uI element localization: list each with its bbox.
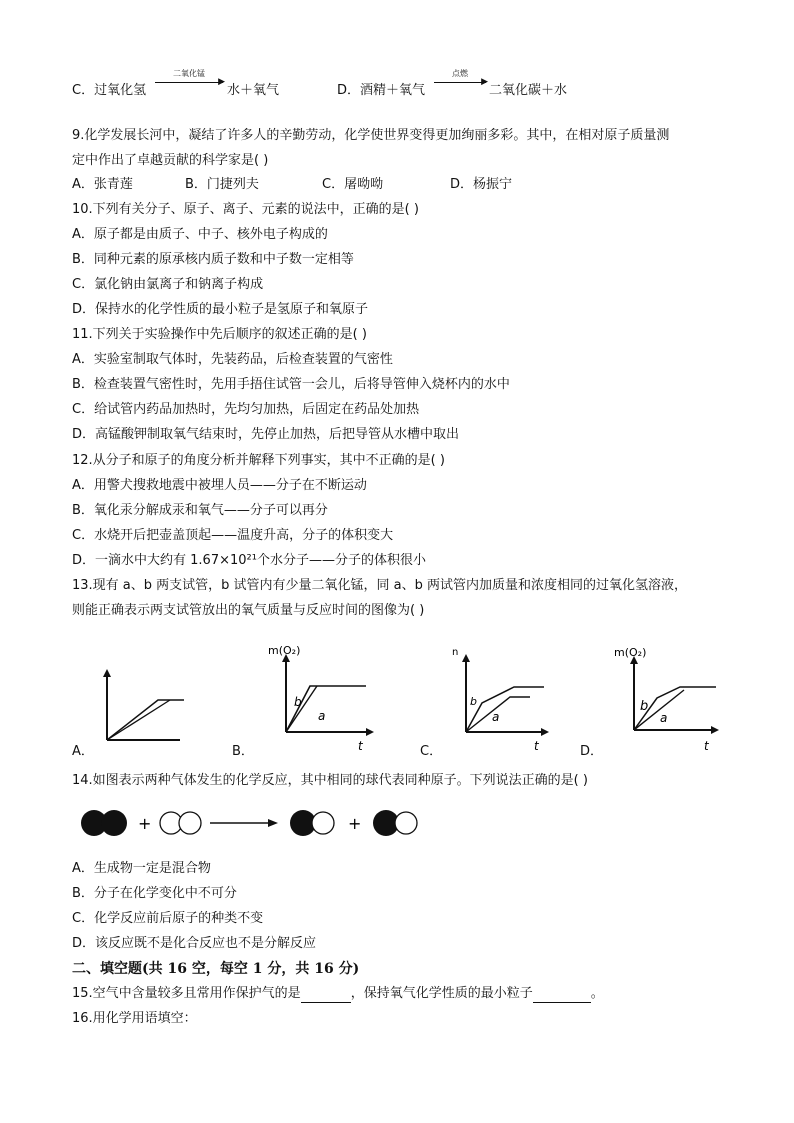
q8-option-c bbox=[72, 82, 146, 100]
q8-option-d bbox=[337, 82, 425, 100]
q8-d-arrow bbox=[434, 70, 486, 90]
q12-option-a: A．用警犬搜救地震中被埋人员——分子在不断运动 bbox=[72, 478, 367, 493]
arrow-head-icon: ▶ bbox=[218, 77, 225, 87]
white-atom-icon bbox=[395, 812, 417, 834]
q13-graph-c bbox=[444, 645, 554, 755]
q13-d-t-label: t bbox=[704, 739, 709, 753]
q13-d-curve-a-label: a bbox=[660, 711, 668, 725]
q13-graph-b bbox=[262, 640, 382, 755]
q14-reaction-diagram bbox=[78, 805, 438, 845]
curve-b bbox=[286, 686, 366, 732]
q15-part3: 。 bbox=[590, 986, 604, 1001]
q15-part2: ，保持氧气化学性质的最小粒子 bbox=[350, 986, 533, 1001]
q10-stem: 10.下列有关分子、原子、离子、元素的说法中，正确的是( ) bbox=[72, 202, 419, 217]
q14-option-b: B．分子在化学变化中不可分 bbox=[72, 886, 237, 901]
q12-option-c: C．水烧开后把壶盖顶起——温度升高，分子的体积变大 bbox=[72, 528, 394, 543]
q15-blank-1[interactable] bbox=[301, 988, 351, 1003]
q8-c-prefix: C．过氧化氢 bbox=[72, 83, 147, 98]
q13-b-curve-a-label: a bbox=[318, 709, 326, 723]
x-axis-arrow-icon bbox=[711, 726, 719, 734]
q12-option-b: B．氧化汞分解成汞和氧气——分子可以再分 bbox=[72, 503, 328, 518]
q14-option-a: A．生成物一定是混合物 bbox=[72, 861, 211, 876]
q8-d-condition: 点燃 bbox=[452, 69, 468, 78]
q9-option-d: D．杨振宁 bbox=[450, 177, 513, 192]
q11-stem: 11.下列关于实验操作中先后顺序的叙述正确的是( ) bbox=[72, 327, 367, 342]
q8-c-condition: 二氧化锰 bbox=[173, 69, 205, 78]
x-axis-arrow-icon bbox=[541, 728, 549, 736]
y-axis-arrow-icon bbox=[462, 654, 470, 662]
q13-label-a: A． bbox=[72, 744, 94, 759]
curve-upper bbox=[107, 700, 184, 740]
q14-stem: 14.如图表示两种气体发生的化学反应，其中相同的球代表同种原子。下列说法正确的是( ) bbox=[72, 773, 588, 788]
q15 bbox=[72, 985, 604, 1003]
q13-label-d: D． bbox=[580, 744, 604, 759]
q11-option-c: C．给试管内药品加热时，先均匀加热，后固定在药品处加热 bbox=[72, 402, 420, 417]
curve-a bbox=[286, 686, 317, 732]
black-atom-icon bbox=[101, 810, 127, 836]
q11-option-b: B．检查装置气密性时，先用手捂住试管一会儿，后将导管伸入烧杯内的水中 bbox=[72, 377, 510, 392]
q8-c-products-line bbox=[227, 82, 279, 100]
q13-stem-line1: 13.现有 a、b 两支试管，b 试管内有少量二氧化锰，同 a、b 两试管内加质量和浓度相同的过氧化氢溶液， bbox=[72, 578, 688, 593]
q9-stem-line1: 9.化学发展长河中，凝结了许多人的辛勤劳动，化学使世界变得更加绚丽多彩。其中，在相对原子质量测 bbox=[72, 128, 670, 143]
q13-graph-d bbox=[612, 640, 724, 755]
q12-stem: 12.从分子和原子的角度分析并解释下列事实，其中不正确的是( ) bbox=[72, 453, 445, 468]
q13-b-curve-b-label: b bbox=[294, 695, 302, 709]
q16-stem: 16.用化学用语填空： bbox=[72, 1011, 197, 1026]
q13-c-t-label: t bbox=[534, 739, 539, 753]
q9-option-c: C．屠呦呦 bbox=[322, 177, 384, 192]
curve-b bbox=[466, 687, 544, 732]
q10-option-a: A．原子都是由质子、中子、核外电子构成的 bbox=[72, 227, 328, 242]
q13-c-curve-b-label: b bbox=[470, 695, 477, 708]
q8-c-arrow bbox=[155, 70, 223, 90]
q10-option-b: B．同种元素的原承核内质子数和中子数一定相等 bbox=[72, 252, 354, 267]
q14-plus-2: + bbox=[348, 814, 362, 833]
q9-option-a: A．张青莲 bbox=[72, 177, 133, 192]
q13-label-c: C． bbox=[420, 744, 443, 759]
q15-part1: 15.空气中含量较多且常用作保护气的是 bbox=[72, 986, 301, 1001]
section2-title: 二、填空题(共 16 空，每空 1 分，共 16 分) bbox=[72, 961, 360, 977]
q13-label-b: B． bbox=[232, 744, 254, 759]
q14-option-d: D．该反应既不是化合反应也不是分解反应 bbox=[72, 936, 317, 951]
q8-d-products: 二氧化碳＋水 bbox=[489, 83, 568, 98]
q10-option-c: C．氯化钠由氯离子和钠离子构成 bbox=[72, 277, 264, 292]
q13-c-curve-a-label: a bbox=[492, 710, 500, 724]
q13-b-t-label: t bbox=[358, 739, 363, 753]
q8-d-products-line bbox=[489, 82, 567, 100]
q9-option-b: B．门捷列夫 bbox=[185, 177, 259, 192]
arrow-head-icon bbox=[268, 819, 278, 827]
q14-plus-1: + bbox=[138, 814, 152, 833]
q10-option-d: D．保持水的化学性质的最小粒子是氢原子和氧原子 bbox=[72, 302, 369, 317]
q14-option-c: C．化学反应前后原子的种类不变 bbox=[72, 911, 264, 926]
q13-c-ylabel: n bbox=[452, 647, 459, 658]
q8-d-prefix: D．酒精＋氧气 bbox=[337, 83, 426, 98]
y-axis-arrow-icon bbox=[103, 669, 111, 677]
q13-b-ylabel: m(O₂) bbox=[268, 644, 301, 657]
arrow-head-icon: ▶ bbox=[481, 77, 488, 87]
q9-stem-line2: 定中作出了卓越贡献的科学家是( ) bbox=[72, 153, 269, 168]
q13-stem-line2: 则能正确表示两支试管放出的氧气质量与反应时间的图像为( ) bbox=[72, 603, 425, 618]
white-atom-icon bbox=[179, 812, 201, 834]
q11-option-a: A．实验室制取气体时，先装药品，后检查装置的气密性 bbox=[72, 352, 393, 367]
q11-option-d: D．高锰酸钾制取氧气结束时，先停止加热，后把导管从水槽中取出 bbox=[72, 427, 460, 442]
q13-graph-a bbox=[100, 665, 190, 750]
q13-d-curve-b-label: b bbox=[640, 699, 649, 714]
curve-lower bbox=[107, 700, 170, 740]
q15-blank-2[interactable] bbox=[533, 988, 591, 1003]
q13-d-ylabel: m(O₂) bbox=[614, 646, 647, 659]
white-atom-icon bbox=[312, 812, 334, 834]
x-axis-arrow-icon bbox=[366, 728, 374, 736]
q8-c-products: 水＋氧气 bbox=[227, 83, 280, 98]
q12-option-d: D．一滴水中大约有 1.67×10²¹个水分子——分子的体积很小 bbox=[72, 553, 426, 568]
